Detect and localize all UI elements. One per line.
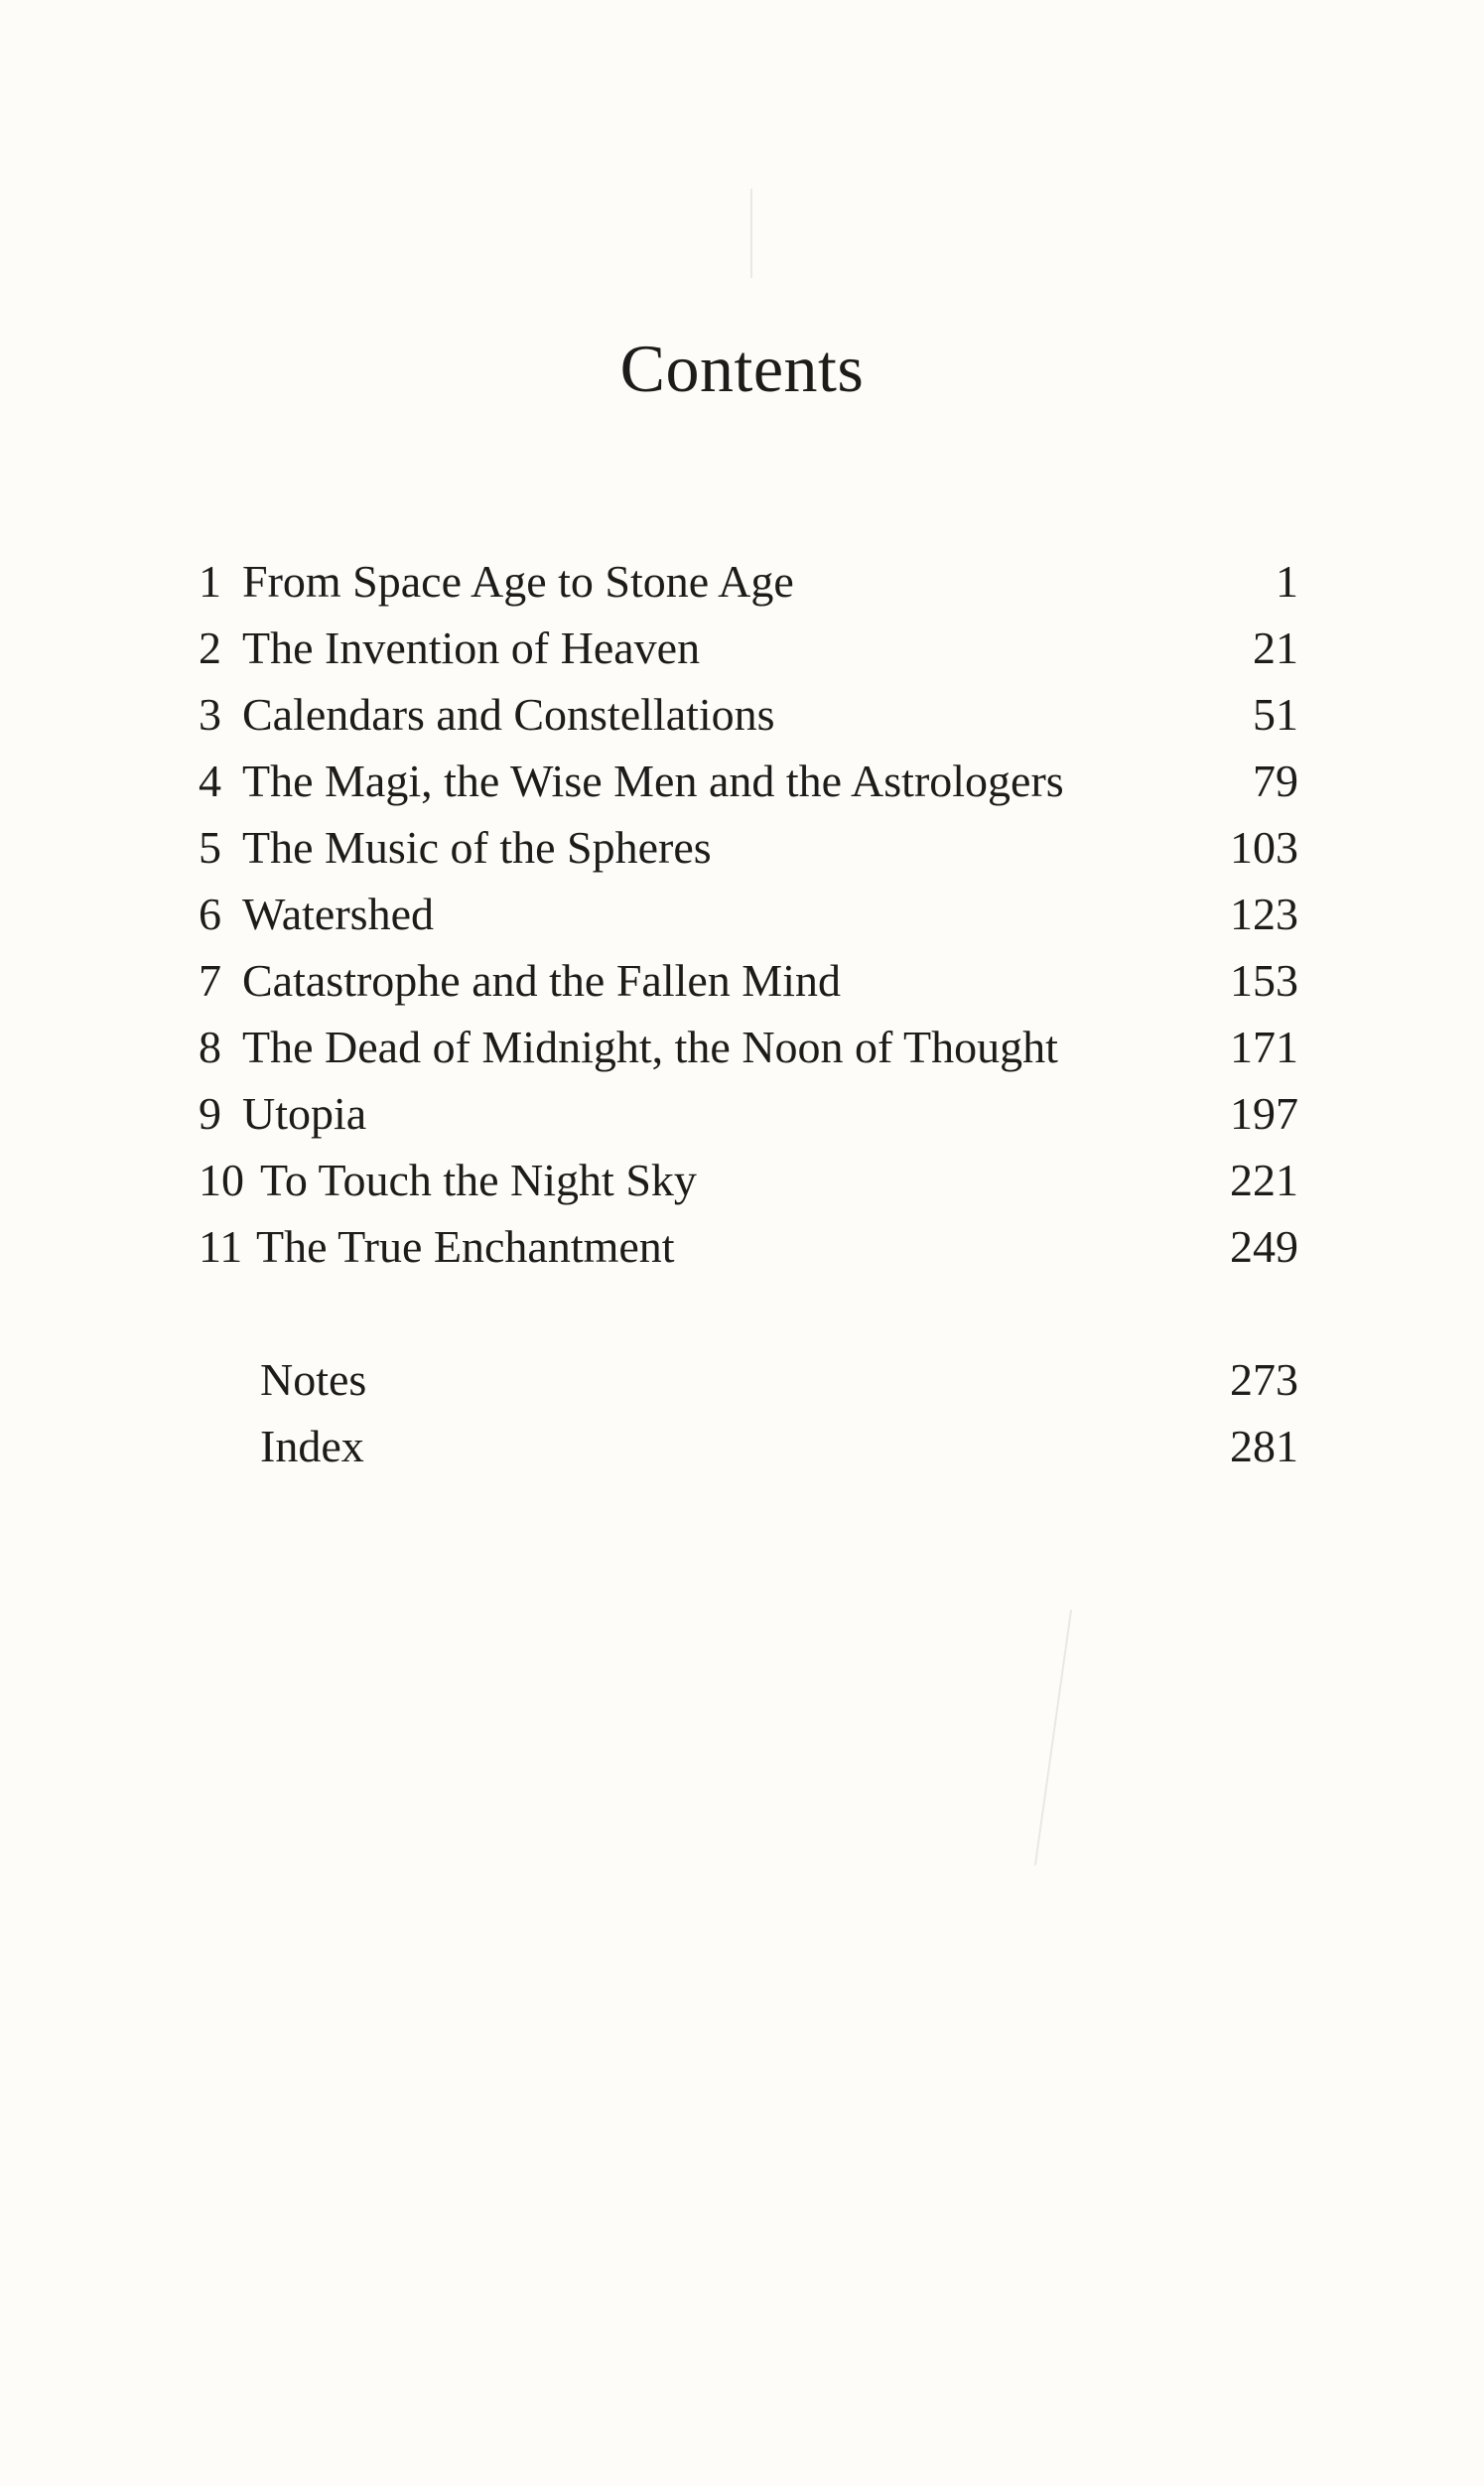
chapter-title: Calendars and Constellations	[242, 689, 775, 740]
chapter-page-number: 171	[1230, 1022, 1298, 1072]
chapter-number: 9	[199, 1088, 221, 1139]
back-matter-page-number: 273	[1230, 1354, 1298, 1405]
chapter-page-number: 123	[1230, 889, 1298, 939]
chapter-page-number: 51	[1253, 689, 1298, 740]
back-matter-title: Index	[260, 1421, 364, 1471]
chapter-entry[interactable]	[199, 748, 1298, 814]
chapter-number: 7	[199, 955, 221, 1006]
chapter-number: 3	[199, 689, 221, 740]
back-matter-page-number: 281	[1230, 1421, 1298, 1471]
chapter-page-number: 1	[1276, 556, 1298, 607]
back-matter-list	[260, 1346, 1298, 1479]
chapter-number: 2	[199, 622, 221, 673]
chapter-number: 1	[199, 556, 221, 607]
chapter-entry[interactable]	[199, 1080, 1298, 1147]
chapter-page-number: 79	[1253, 756, 1298, 806]
chapter-entry[interactable]	[199, 1014, 1298, 1080]
chapter-page-number: 197	[1230, 1088, 1298, 1139]
chapter-title: Catastrophe and the Fallen Mind	[242, 955, 841, 1006]
chapter-title: Utopia	[242, 1088, 367, 1139]
back-matter-entry[interactable]	[260, 1413, 1298, 1479]
chapter-entry[interactable]	[199, 947, 1298, 1014]
page-title: Contents	[619, 331, 865, 406]
chapter-entry[interactable]	[199, 1147, 1298, 1213]
chapter-page-number: 21	[1253, 622, 1298, 673]
back-matter-title: Notes	[260, 1354, 367, 1405]
chapter-entry[interactable]	[199, 615, 1298, 681]
chapter-entry[interactable]	[199, 1213, 1298, 1280]
chapter-title: To Touch the Night Sky	[260, 1155, 697, 1205]
chapter-title: The Magi, the Wise Men and the Astrologers	[242, 756, 1064, 806]
back-matter-entry[interactable]	[260, 1346, 1298, 1413]
chapter-title: From Space Age to Stone Age	[242, 556, 794, 607]
chapter-title: The Dead of Midnight, the Noon of Thought	[242, 1022, 1058, 1072]
chapter-page-number: 103	[1230, 822, 1298, 873]
chapter-entry[interactable]	[199, 548, 1298, 615]
paper-mark	[1034, 1609, 1072, 1865]
chapter-number: 4	[199, 756, 221, 806]
chapter-page-number: 153	[1230, 955, 1298, 1006]
chapter-page-number: 221	[1230, 1155, 1298, 1205]
chapter-list	[199, 548, 1298, 1280]
chapter-page-number: 249	[1230, 1221, 1298, 1272]
chapter-number: 5	[199, 822, 221, 873]
chapter-number: 8	[199, 1022, 221, 1072]
chapter-entry[interactable]	[199, 881, 1298, 947]
chapter-entry[interactable]	[199, 681, 1298, 748]
chapter-title: The Invention of Heaven	[242, 622, 701, 673]
chapter-title: The Music of the Spheres	[242, 822, 712, 873]
chapter-title: The True Enchantment	[256, 1221, 675, 1272]
chapter-number: 10	[199, 1155, 244, 1205]
chapter-title: Watershed	[242, 889, 434, 939]
paper-mark	[750, 189, 752, 278]
chapter-number: 6	[199, 889, 221, 939]
chapter-number: 11	[199, 1221, 243, 1272]
chapter-entry[interactable]	[199, 814, 1298, 881]
